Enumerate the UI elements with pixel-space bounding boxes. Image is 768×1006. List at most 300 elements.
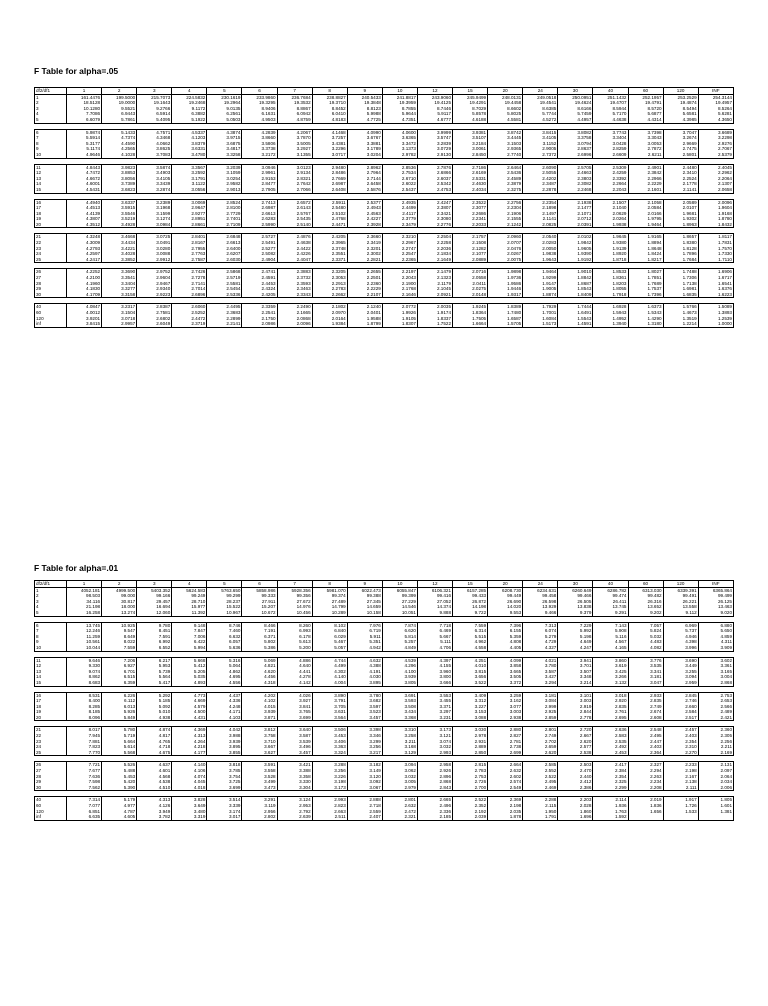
table-cell: 99.482: [628, 593, 663, 599]
table-cell: 3.508: [382, 704, 417, 710]
table-cell: 4.165: [593, 645, 628, 651]
table-cell: 3.310: [382, 727, 417, 733]
table-cell: 2.3371: [312, 257, 347, 263]
table-cell: 3.725: [207, 779, 242, 785]
table-cell: 4.765: [137, 739, 172, 745]
table-cell: 5.668: [172, 657, 207, 663]
table-cell: 2.6022: [382, 181, 417, 187]
table-cell: 5.9988: [347, 111, 382, 117]
table-cell: 2.0391: [558, 222, 593, 228]
table-cell: 4.6188: [453, 117, 488, 123]
table-cell: 2.138: [663, 779, 698, 785]
table-cell: 3.174: [207, 809, 242, 815]
table-cell: 2.2662: [312, 292, 347, 298]
table-cell: 9.553: [488, 610, 523, 616]
table-cell: 3.539: [277, 739, 312, 745]
column-header: 3: [137, 581, 172, 588]
table-cell: 4.893: [172, 680, 207, 686]
table-cell: 10.672: [242, 610, 277, 616]
table-cell: 4.4957: [558, 117, 593, 123]
table-cell: 3.226: [312, 774, 347, 780]
table-cell: 4.021: [523, 657, 558, 663]
table-cell: 2.938: [488, 715, 523, 721]
table-cell: 8.8452: [312, 106, 347, 112]
table-cell: 2.4259: [593, 170, 628, 176]
table-cell: 3.602: [698, 657, 733, 663]
table-cell: 2.8477: [242, 181, 277, 187]
table-cell: 2.263: [628, 774, 663, 780]
table-cell: 2.850: [453, 750, 488, 756]
table-cell: 5.1174: [67, 146, 102, 152]
table-cell: 3.304: [277, 785, 312, 791]
table-cell: 2.4205: [242, 292, 277, 298]
table-cell: 2.2756: [488, 199, 523, 205]
table-cell: 3.8082: [558, 129, 593, 135]
table-cell: 3.129: [382, 750, 417, 756]
table-cell: 3.3043: [628, 135, 663, 141]
table-cell: 19.0000: [102, 100, 137, 106]
table-cell: 3.003: [558, 698, 593, 704]
column-header: 7: [277, 581, 312, 588]
table-cell: 2.2258: [417, 240, 452, 246]
table-cell: 1.7570: [698, 246, 733, 252]
table-row: [35, 814, 734, 820]
table-cell: 2.4901: [628, 164, 663, 170]
table-cell: 2.3210: [382, 234, 417, 240]
table-cell: 2.0102: [558, 234, 593, 240]
table-cell: 2.2747: [382, 246, 417, 252]
column-header: 3: [137, 88, 172, 95]
table-cell: 2.835: [593, 704, 628, 710]
table-cell: 1.7684: [663, 257, 698, 263]
table-cell: 2.726: [453, 779, 488, 785]
row-label: 12: [35, 663, 67, 669]
table-cell: 5.849: [102, 715, 137, 721]
table-cell: 5.185: [137, 698, 172, 704]
table-cell: 3.9999: [417, 129, 452, 135]
table-cell: 7.077: [67, 803, 102, 809]
table-cell: 3.119: [242, 803, 277, 809]
row-label: 13: [35, 669, 67, 675]
table-cell: 2.1323: [417, 275, 452, 281]
table-cell: 3.473: [242, 785, 277, 791]
table-cell: 34.116: [67, 599, 102, 605]
table-cell: 3.067: [347, 785, 382, 791]
table-cell: 4.695: [207, 674, 242, 680]
table-cell: 4.5337: [172, 129, 207, 135]
table-cell: 2.7587: [172, 257, 207, 263]
table-cell: 1.7831: [698, 240, 733, 246]
table-cell: 3.890: [312, 692, 347, 698]
table-cell: 3.297: [417, 709, 452, 715]
table-cell: 2.2541: [242, 310, 277, 316]
row-label: 21: [35, 234, 67, 240]
table-cell: 4.302: [312, 669, 347, 675]
table-cell: 3.1274: [137, 216, 172, 222]
row-label: 25: [35, 750, 67, 756]
table-cell: 2.2064: [698, 176, 733, 182]
table-cell: 3.7047: [663, 129, 698, 135]
table-cell: 1.9390: [558, 251, 593, 257]
table-cell: 2.1665: [277, 310, 312, 316]
table-cell: 2.8450: [453, 152, 488, 158]
table-cell: 19.2964: [207, 100, 242, 106]
table-cell: 6.074: [523, 628, 558, 634]
table-cell: 2.2501: [347, 275, 382, 281]
table-cell: 5.200: [277, 645, 312, 651]
table-cell: 2.3080: [417, 216, 452, 222]
table-cell: 3.088: [453, 715, 488, 721]
table-cell: 6.632: [207, 634, 242, 640]
table-cell: 1.9317: [488, 292, 523, 298]
table-cell: 3.5915: [102, 205, 137, 211]
table-cell: 4.510: [137, 785, 172, 791]
table-cell: 7.976: [347, 622, 382, 628]
table-cell: 3.288: [312, 762, 347, 768]
table-cell: 7.057: [628, 622, 663, 628]
table-cell: 13.558: [663, 604, 698, 610]
table-cell: 2.453: [593, 750, 628, 756]
table-cell: 3.062: [382, 768, 417, 774]
table-cell: 5.7861: [102, 117, 137, 123]
table-cell: 1.9736: [488, 275, 523, 281]
table-cell: 2.7067: [698, 146, 733, 152]
table-cell: 2.792: [277, 809, 312, 815]
table-cell: 27.672: [277, 599, 312, 605]
table-cell: 2.695: [593, 715, 628, 721]
table-cell: 13.838: [558, 604, 593, 610]
table-cell: 5.526: [102, 762, 137, 768]
table-cell: 3.587: [277, 733, 312, 739]
table-cell: 2.868: [698, 680, 733, 686]
row-label: 20: [35, 222, 67, 228]
table-cell: 5.664: [102, 739, 137, 745]
table-cell: 3.2298: [698, 135, 733, 141]
table-cell: 3.815: [453, 669, 488, 675]
table-cell: 7.7086: [67, 111, 102, 117]
table-cell: 5.6581: [663, 111, 698, 117]
table-cell: 5.359: [488, 634, 523, 640]
table-cell: 8.7029: [453, 106, 488, 112]
row-label: 5: [35, 610, 67, 616]
table-cell: 2.783: [453, 768, 488, 774]
table-cell: 5403.352: [137, 587, 172, 593]
table-cell: 3.3258: [207, 152, 242, 158]
table-cell: 2.5719: [207, 275, 242, 281]
table-cell: 3.4221: [102, 246, 137, 252]
table-cell: 2.4034: [453, 187, 488, 193]
table-cell: 5.8025: [488, 111, 523, 117]
table-cell: 2.5876: [347, 187, 382, 193]
row-label: 60: [35, 803, 67, 809]
table-cell: 2.2043: [382, 275, 417, 281]
table-cell: 4.441: [277, 669, 312, 675]
column-header: 9: [347, 581, 382, 588]
table-cell: 2.999: [523, 704, 558, 710]
table-cell: 1.8432: [698, 222, 733, 228]
table-cell: 4.318: [242, 680, 277, 686]
table-cell: 2.926: [417, 768, 452, 774]
table-cell: 2.4591: [242, 275, 277, 281]
row-label: 30: [35, 785, 67, 791]
table-cell: 2.749: [628, 704, 663, 710]
row-label: 30: [35, 292, 67, 298]
table-cell: 19.4707: [593, 100, 628, 106]
table-cell: 6.226: [102, 692, 137, 698]
table-cell: 3.5107: [453, 135, 488, 141]
table-cell: 10.051: [382, 610, 417, 616]
table-cell: 10.925: [102, 622, 137, 628]
table-cell: 2.2967: [382, 240, 417, 246]
table-cell: 4.3248: [67, 234, 102, 240]
row-label: 14: [35, 674, 67, 680]
column-header: 60: [628, 88, 663, 95]
table-cell: 2.421: [698, 715, 733, 721]
table-cell: 1.6223: [698, 292, 733, 298]
table-cell: 3.368: [382, 715, 417, 721]
table-cell: 3.553: [417, 692, 452, 698]
table-cell: 3.294: [523, 680, 558, 686]
table-cell: 5.5914: [67, 135, 102, 141]
table-cell: 3.227: [453, 704, 488, 710]
column-header: 2: [102, 581, 137, 588]
table-cell: 5.8578: [453, 111, 488, 117]
table-cell: 2.8321: [277, 176, 312, 182]
table-cell: 9.0135: [207, 106, 242, 112]
table-cell: 3.9381: [453, 129, 488, 135]
row-label: 11: [35, 164, 67, 170]
table-cell: 2.0107: [663, 205, 698, 211]
table-cell: 2.0712: [558, 216, 593, 222]
table-cell: 4.030: [347, 674, 382, 680]
table-cell: 2.211: [698, 744, 733, 750]
table-cell: 1.6981: [663, 286, 698, 292]
table-cell: 10.1280: [67, 106, 102, 112]
table-cell: 2.3928: [347, 222, 382, 228]
table-cell: 2.2468: [558, 187, 593, 193]
table-cell: 6260.649: [558, 587, 593, 593]
table-cell: 2.7642: [277, 181, 312, 187]
table-cell: 2.114: [593, 797, 628, 803]
table-cell: 2.5055: [523, 170, 558, 176]
table-cell: 3.173: [312, 785, 347, 791]
table-cell: 2.6400: [207, 246, 242, 252]
table-cell: 3.909: [698, 645, 733, 651]
table-cell: 7.770: [67, 750, 102, 756]
row-label: 28: [35, 774, 67, 780]
table-cell: 1.8128: [663, 246, 698, 252]
table-cell: 2.3201: [347, 246, 382, 252]
column-header: 30: [558, 581, 593, 588]
table-cell: 3.457: [347, 715, 382, 721]
table-cell: 9.291: [593, 610, 628, 616]
table-cell: 3.1059: [207, 170, 242, 176]
table-cell: 4.0990: [347, 129, 382, 135]
table-cell: 4999.500: [102, 587, 137, 593]
table-cell: 2.933: [628, 692, 663, 698]
alpha-01-table: [34, 580, 734, 821]
table-cell: 3.4903: [137, 170, 172, 176]
table-cell: 2.0275: [453, 286, 488, 292]
row-label: 15: [35, 187, 67, 193]
table-cell: 5.412: [172, 663, 207, 669]
table-cell: 3.3277: [102, 286, 137, 292]
table-cell: 2.4741: [242, 269, 277, 275]
table-cell: 5.316: [207, 657, 242, 663]
table-cell: 2.0264: [593, 216, 628, 222]
table-cell: 2.4943: [347, 205, 382, 211]
table-cell: 99.249: [172, 593, 207, 599]
table-cell: 4.388: [347, 663, 382, 669]
table-cell: 2.674: [628, 709, 663, 715]
table-cell: 2.0707: [488, 240, 523, 246]
table-cell: 3.7398: [628, 129, 663, 135]
table-cell: 2.6613: [242, 211, 277, 217]
table-cell: 2.6613: [207, 240, 242, 246]
table-cell: 5.386: [242, 645, 277, 651]
table-cell: 3.9201: [67, 316, 102, 322]
table-cell: 15.977: [172, 604, 207, 610]
table-cell: 2.636: [593, 727, 628, 733]
table-cell: 2.0589: [663, 199, 698, 205]
table-cell: 7.006: [172, 634, 207, 640]
table-cell: 6.2561: [207, 111, 242, 117]
table-cell: 2.4205: [312, 234, 347, 240]
table-cell: 2.3392: [593, 176, 628, 182]
row-label: 9: [35, 639, 67, 645]
table-cell: 1.8963: [663, 222, 698, 228]
table-cell: 4.8759: [277, 117, 312, 123]
table-cell: 3.5005: [277, 141, 312, 147]
table-cell: 245.9499: [453, 94, 488, 100]
table-cell: 3.535: [628, 663, 663, 669]
table-cell: 4.4314: [628, 117, 663, 123]
table-cell: 3.785: [207, 768, 242, 774]
table-cell: 2.2033: [453, 222, 488, 228]
table-cell: 1.9795: [628, 216, 663, 222]
table-cell: 4.2839: [242, 129, 277, 135]
table-cell: 2.6464: [488, 164, 523, 170]
table-cell: 2.457: [663, 727, 698, 733]
table-cell: 9.148: [172, 622, 207, 628]
table-cell: 5.205: [172, 669, 207, 675]
table-cell: 1.601: [698, 803, 733, 809]
table-cell: 2.4663: [558, 170, 593, 176]
table-cell: 2.538: [558, 750, 593, 756]
table-cell: 7.191: [242, 628, 277, 634]
row-label: 16: [35, 199, 67, 205]
table-cell: 3.480: [172, 809, 207, 815]
table-cell: 1.4673: [663, 310, 698, 316]
table-cell: 3.505: [488, 674, 523, 680]
table-cell: 2.761: [593, 709, 628, 715]
table-cell: 3.330: [277, 779, 312, 785]
table-cell: 1.936: [593, 803, 628, 809]
table-cell: 4.3512: [67, 222, 102, 228]
table-cell: 6.927: [102, 663, 137, 669]
table-cell: 2.4422: [277, 246, 312, 252]
table-cell: 5.911: [347, 634, 382, 640]
table-cell: 3.496: [277, 744, 312, 750]
table-cell: 1.8718: [593, 257, 628, 263]
table-cell: 2.880: [488, 727, 523, 733]
table-cell: 1.6541: [698, 281, 733, 287]
table-cell: 4.817: [137, 733, 172, 739]
table-cell: 4.099: [488, 657, 523, 663]
table-cell: 2.0629: [593, 211, 628, 217]
table-cell: 4.264: [172, 739, 207, 745]
table-cell: 2.993: [312, 797, 347, 803]
table-cell: 2.3410: [663, 170, 698, 176]
table-cell: 3.149: [347, 768, 382, 774]
column-header: 10: [382, 88, 417, 95]
row-label: 120: [35, 809, 67, 815]
table-cell: 2.440: [558, 774, 593, 780]
table-cell: 3.6365: [382, 135, 417, 141]
table-cell: 2.5336: [207, 292, 242, 298]
table-cell: 3.765: [277, 709, 312, 715]
table-cell: 2.4117: [382, 211, 417, 217]
table-cell: 4.2417: [67, 257, 102, 263]
table-cell: 2.169: [698, 750, 733, 756]
table-cell: 2.0148: [453, 292, 488, 298]
table-cell: 2.354: [663, 739, 698, 745]
table-cell: 2.288: [523, 797, 558, 803]
table-cell: 4.605: [102, 814, 137, 820]
table-cell: 2.889: [453, 744, 488, 750]
table-cell: 5.7744: [523, 111, 558, 117]
table-cell: 3.860: [593, 657, 628, 663]
table-cell: 1.9168: [698, 211, 733, 217]
table-cell: 3.7870: [277, 135, 312, 141]
column-header: 20: [488, 581, 523, 588]
column-header: 7: [277, 88, 312, 95]
table-cell: 3.1355: [277, 152, 312, 158]
row-label: 17: [35, 205, 67, 211]
table-cell: 5.908: [593, 628, 628, 634]
table-cell: 3.939: [382, 674, 417, 680]
table-cell: 2.1906: [488, 211, 523, 217]
table-cell: 8.5264: [698, 106, 733, 112]
table-cell: 10.289: [312, 610, 347, 616]
table-cell: 1.3180: [628, 321, 663, 327]
table-cell: 2.2354: [523, 199, 558, 205]
table-cell: 3.960: [417, 669, 452, 675]
table-cell: 19.3710: [312, 100, 347, 106]
table-cell: 2.3879: [488, 181, 523, 187]
table-cell: 2.496: [417, 803, 452, 809]
table-cell: 6234.631: [523, 587, 558, 593]
table-cell: 6.840: [312, 628, 347, 634]
table-cell: 8.746: [207, 622, 242, 628]
table-cell: 3.710: [242, 739, 277, 745]
table-cell: 2.3965: [312, 240, 347, 246]
table-cell: 2.602: [488, 774, 523, 780]
column-header: 12: [417, 581, 452, 588]
table-cell: 9.5521: [102, 106, 137, 112]
table-cell: 3.0204: [347, 152, 382, 158]
row-label: 6: [35, 129, 67, 135]
row-label: 19: [35, 216, 67, 222]
table-cell: 2.0960: [488, 234, 523, 240]
table-cell: 1.8364: [453, 310, 488, 316]
table-cell: 5.4095: [137, 117, 172, 123]
table-cell: 1.9838: [523, 251, 558, 257]
table-cell: 2.978: [453, 733, 488, 739]
table-cell: 11.392: [172, 610, 207, 616]
table-cell: 2.7475: [663, 146, 698, 152]
table-cell: 1.0000: [698, 321, 733, 327]
